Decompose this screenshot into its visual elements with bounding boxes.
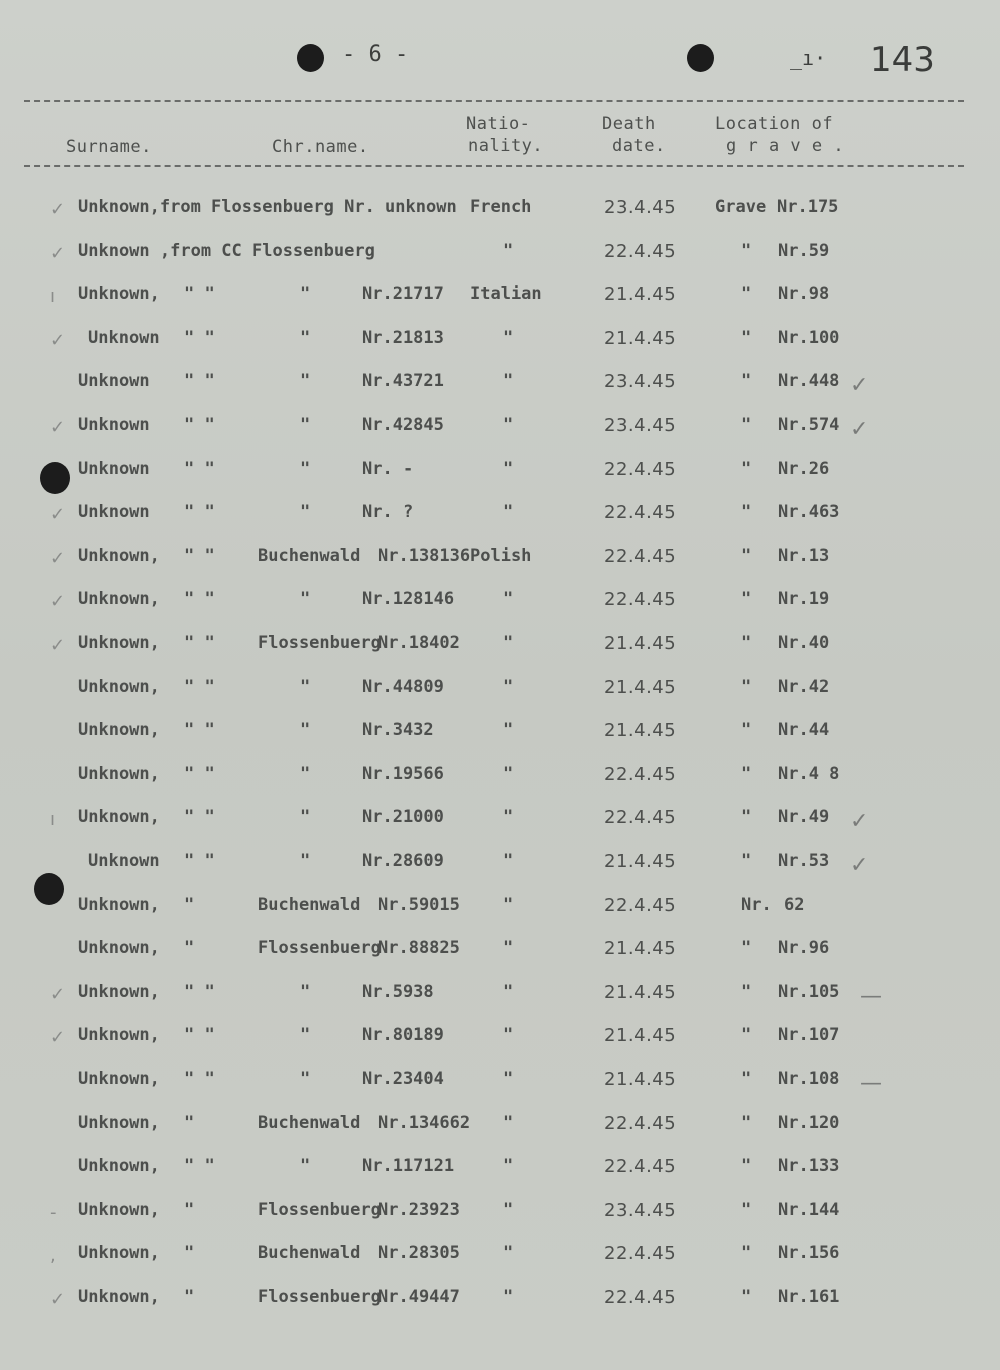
prisoner-number-cell: Nr. ? [362,502,414,523]
punch-hole-top-left [297,44,324,72]
grave-ditto-cell: " [741,938,752,959]
grave-number-cell: Nr.144 [778,1199,840,1220]
nationality-cell: " [503,763,514,784]
surname-cell: Unknown [88,327,160,348]
prisoner-number-cell: Nr.138136 [378,545,471,566]
margin-check-mark: ✓ [50,242,66,264]
death-date-cell: 21.4.45 [604,633,677,654]
nationality-cell: " [503,1025,514,1046]
surname-cell: Unknown [78,458,150,479]
table-row [0,938,1000,968]
chr-name-cell: " [184,1112,195,1133]
nationality-cell: " [503,458,514,479]
prisoner-number-cell: Nr.42845 [362,415,444,435]
margin-check-mark: ✓ [50,417,66,438]
camp-cell: Buchenwald [258,1112,361,1133]
table-row [0,546,1000,576]
camp-cell: " [300,1069,311,1089]
camp-cell: " [300,851,311,871]
surname-cell: Unknown, [78,589,160,610]
column-header-surname: Surname. [66,137,152,157]
nationality-cell: " [503,589,514,610]
chr-name-cell: " [184,938,195,959]
grave-ditto-cell: " [741,981,752,1002]
margin-check-mark: ı [50,286,56,308]
camp-cell: Buchenwald [258,894,361,915]
grave-ditto-cell: " [741,1112,752,1133]
nationality-cell: " [503,371,514,392]
grave-ditto-cell: " [741,240,752,261]
surname-cell: Unknown [78,502,150,523]
surname-cell: Unknown,from Flossenbuerg Nr. unknown [78,197,457,217]
death-date-cell: 21.4.45 [604,676,677,698]
table-row [0,982,1000,1012]
grave-ditto-cell: " [741,589,752,610]
surname-cell: Unknown, [78,1287,160,1307]
prisoner-number-cell: Nr.21813 [362,327,444,348]
surname-cell: Unknown, [78,676,160,697]
chr-name-cell: " " [184,1156,215,1177]
check-mark: ✓ [850,853,869,878]
grave-number-cell: Nr.105 [778,981,840,1002]
prisoner-number-cell: Nr.43721 [362,371,444,392]
grave-ditto-cell: " [741,545,752,566]
nationality-cell: French [470,197,532,217]
camp-cell: Flossenbuerg [258,1199,381,1220]
chr-name-cell: " " [184,807,215,828]
prisoner-number-cell: Nr.49447 [378,1287,460,1307]
check-mark: — [860,1071,882,1096]
table-row [0,328,1000,358]
grave-number-cell: Nr.133 [778,1156,840,1177]
camp-cell: " [300,763,311,784]
grave-number-cell: Nr.98 [778,284,830,305]
grave-number-cell: Nr.175 [777,197,839,217]
table-row [0,371,1000,401]
prisoner-number-cell: Nr.18402 [378,633,460,653]
grave-ditto-cell: " [741,327,752,348]
grave-number-cell: 62 [784,894,805,915]
chr-name-cell: " " [184,851,215,871]
grave-ditto-cell: " [741,633,752,653]
grave-number-cell: Nr.26 [778,458,830,479]
camp-cell: " [300,371,311,392]
table-row [0,1156,1000,1186]
table-row [0,197,1000,227]
grave-number-cell: Nr.49 [778,807,830,828]
death-date-cell: 21.4.45 [604,284,677,306]
column-header-death-line1: Death [602,114,656,134]
chr-name-cell: " " [184,502,215,523]
check-mark: ✓ [850,809,869,835]
death-date-cell: 21.4.45 [604,938,677,960]
table-row [0,502,1000,532]
prisoner-number-cell: Nr.44809 [362,676,444,697]
nationality-cell: " [503,415,514,435]
prisoner-number-cell: Nr.134662 [378,1112,471,1133]
grave-ditto-cell: " [741,1069,752,1089]
nationality-cell: " [503,1069,514,1089]
table-row [0,720,1000,750]
surname-cell: Unknown, [78,1199,160,1220]
nationality-cell: " [503,807,514,828]
table-row [0,851,1000,881]
nationality-cell: " [503,327,514,348]
death-date-cell: 21.4.45 [604,720,677,742]
death-date-cell: 22.4.45 [604,807,677,829]
chr-name-cell: " [184,1199,195,1220]
surname-cell: Unknown, [78,807,160,828]
prisoner-number-cell: Nr. - [362,458,414,479]
grave-number-cell: Nr.4 8 [778,763,840,784]
death-date-cell: 21.4.45 [604,327,677,349]
table-row [0,1200,1000,1230]
surname-cell: Unknown, [78,1025,160,1046]
death-date-cell: 22.4.45 [604,545,677,567]
table-row [0,241,1000,271]
surname-cell: Unknown, [78,1112,160,1133]
death-date-cell: 22.4.45 [604,589,677,611]
death-date-cell: 22.4.45 [604,1112,677,1134]
nationality-cell: Polish [470,545,532,566]
camp-cell: " [300,981,311,1002]
chr-name-cell: " " [184,1025,215,1046]
chr-name-cell: " " [184,1069,215,1089]
chr-name-cell: " [184,894,195,915]
table-row [0,415,1000,445]
prisoner-number-cell: Nr.80189 [362,1025,444,1046]
table-row [0,677,1000,707]
nationality-cell: " [503,1112,514,1133]
chr-name-cell: " " [184,981,215,1002]
camp-cell: " [300,415,311,435]
death-date-cell: 23.4.45 [604,1199,677,1221]
table-row [0,1113,1000,1143]
page-number: 143 [870,40,935,80]
nationality-cell: " [503,851,514,871]
margin-check-mark: ✓ [50,983,66,1005]
column-header-death-line2: date. [612,136,666,156]
table-row [0,895,1000,925]
margin-check-mark: ✓ [50,547,66,569]
table-row [0,1287,1000,1317]
chr-name-cell: " [184,1287,195,1307]
chr-name-cell: " " [184,371,215,392]
prisoner-number-cell: Nr.5938 [362,981,434,1002]
margin-check-mark: ✓ [50,591,66,613]
grave-ditto-cell: " [741,1243,752,1264]
grave-number-cell: Nr.107 [778,1025,840,1046]
prisoner-number-cell: Nr.28305 [378,1243,460,1264]
chr-name-cell: " " [184,633,215,653]
margin-check-mark: , [50,1245,56,1267]
death-date-cell: 22.4.45 [604,1156,677,1178]
chr-name-cell: " " [184,763,215,784]
chr-name-cell: " [184,1243,195,1264]
prisoner-number-cell: Nr.19566 [362,763,444,784]
grave-ditto-cell: " [741,676,752,697]
nationality-cell: " [503,981,514,1002]
nationality-cell: " [503,720,514,741]
surname-cell: Unknown, [78,284,160,305]
margin-check-mark: ✓ [50,1289,66,1310]
grave-number-cell: Nr.59 [778,240,830,261]
margin-check-mark: ✓ [50,1027,66,1049]
grave-ditto-cell: " [741,415,752,435]
camp-cell: " [300,1025,311,1046]
camp-cell: " [300,502,311,523]
chr-name-cell: " " [184,415,215,435]
death-date-cell: 22.4.45 [604,240,677,262]
surname-cell: Unknown, [78,938,160,959]
chr-name-cell: " " [184,284,215,305]
column-header-nationality-line1: Natio- [466,114,531,134]
table-row [0,459,1000,489]
chr-name-cell: " " [184,327,215,348]
surname-cell: Unknown, [78,763,160,784]
column-header-nationality-line2: nality. [468,136,544,156]
grave-prefix-cell: Grave [715,197,767,217]
camp-cell: " [300,807,311,828]
nationality-cell: Italian [470,284,542,305]
surname-cell: Unknown, [78,1243,160,1264]
prisoner-number-cell: Nr.21717 [362,284,444,305]
margin-check-mark: ✓ [50,199,66,220]
grave-ditto-cell: " [741,1025,752,1046]
check-mark: — [860,983,882,1009]
check-mark: ✓ [850,417,869,442]
prisoner-number-cell: Nr.23923 [378,1199,460,1220]
surname-cell: Unknown, [78,894,160,915]
surname-cell: Unknown, [78,1069,160,1089]
camp-cell: " [300,1156,311,1177]
chr-name-cell: " " [184,676,215,697]
margin-check-mark: ı [50,809,56,831]
nationality-cell: " [503,240,514,261]
death-date-cell: 22.4.45 [604,894,677,916]
table-row [0,807,1000,837]
surname-cell: Unknown, [78,1156,160,1177]
death-date-cell: 23.4.45 [604,197,677,218]
grave-number-cell: Nr.53 [778,851,830,871]
death-date-cell: 22.4.45 [604,458,677,480]
grave-ditto-cell: " [741,851,752,871]
table-row [0,284,1000,314]
death-date-cell: 23.4.45 [604,415,677,436]
camp-cell: " [300,327,311,348]
death-date-cell: 23.4.45 [604,371,677,393]
death-date-cell: 21.4.45 [604,981,677,1003]
surname-cell: Unknown [78,415,150,435]
margin-check-mark: ✓ [50,504,66,526]
grave-number-cell: Nr.42 [778,676,830,697]
surname-cell: Unknown [78,371,150,392]
table-row [0,633,1000,663]
surname-cell: Unknown, [78,633,160,653]
camp-cell: " [300,284,311,305]
grave-prefix-cell: Nr. [741,894,772,915]
nationality-cell: " [503,676,514,697]
grave-number-cell: Nr.19 [778,589,830,610]
camp-cell: Buchenwald [258,1243,361,1264]
grave-number-cell: Nr.448 [778,371,840,392]
table-row [0,1025,1000,1055]
surname-cell: Unknown, [78,981,160,1002]
grave-ditto-cell: " [741,458,752,479]
nationality-cell: " [503,502,514,523]
camp-cell: Flossenbuerg [258,938,381,959]
grave-number-cell: Nr.161 [778,1287,840,1307]
grave-number-cell: Nr.156 [778,1243,840,1264]
prisoner-number-cell: Nr.21000 [362,807,444,828]
margin-check-mark: ✓ [50,329,66,351]
punch-hole-top-right [687,44,714,72]
prisoner-number-cell: Nr.128146 [362,589,455,610]
death-date-cell: 21.4.45 [604,1069,677,1090]
nationality-cell: " [503,1199,514,1220]
header-rule-bottom [24,165,964,167]
prisoner-number-cell: Nr.28609 [362,851,444,871]
margin-check-mark: ✓ [50,635,66,656]
death-date-cell: 21.4.45 [604,1025,677,1047]
death-date-cell: 22.4.45 [604,502,677,524]
grave-number-cell: Nr.96 [778,938,830,959]
surname-cell: Unknown [88,851,160,871]
chr-name-cell: " " [184,545,215,566]
nationality-cell: " [503,1287,514,1307]
grave-ditto-cell: " [741,807,752,828]
grave-ditto-cell: " [741,502,752,523]
camp-cell: Flossenbuerg [258,633,381,653]
nationality-cell: " [503,894,514,915]
table-row [0,1243,1000,1273]
death-date-cell: 22.4.45 [604,1243,677,1265]
prisoner-number-cell: Nr.117121 [362,1156,455,1177]
camp-cell: " [300,720,311,741]
surname-cell: Unknown, [78,720,160,741]
page-marker: - 6 - [342,42,409,67]
chr-name-cell: " " [184,458,215,479]
prisoner-number-cell: Nr.88825 [378,938,460,959]
grave-number-cell: Nr.100 [778,327,840,348]
table-row [0,1069,1000,1099]
prisoner-number-cell: Nr.59015 [378,894,460,915]
nationality-cell: " [503,633,514,653]
margin-check-mark: - [50,1201,57,1223]
grave-number-cell: Nr.463 [778,502,840,523]
table-row [0,764,1000,794]
nationality-cell: " [503,1156,514,1177]
nationality-cell: " [503,938,514,959]
death-date-cell: 22.4.45 [604,763,677,785]
grave-ditto-cell: " [741,1156,752,1177]
camp-cell: " [300,458,311,479]
column-header-chr-name: Chr.name. [272,137,369,157]
prisoner-number-cell: Nr.23404 [362,1069,444,1089]
grave-number-cell: Nr.13 [778,545,830,566]
chr-name-cell: " " [184,589,215,610]
grave-ditto-cell: " [741,763,752,784]
camp-cell: Flossenbuerg [258,1287,381,1307]
grave-number-cell: Nr.574 [778,415,840,435]
reference-mark: _ı· [790,46,827,70]
grave-ditto-cell: " [741,371,752,392]
header-rule-top [24,100,964,102]
grave-number-cell: Nr.120 [778,1112,840,1133]
surname-cell: Unknown, [78,545,160,566]
column-header-location-line2: g r a v e . [726,136,845,156]
prisoner-number-cell: Nr.3432 [362,720,434,741]
death-date-cell: 21.4.45 [604,851,677,872]
grave-number-cell: Nr.40 [778,633,830,653]
nationality-cell: " [503,1243,514,1264]
grave-ditto-cell: " [741,1199,752,1220]
grave-ditto-cell: " [741,1287,752,1307]
camp-cell: " [300,589,311,610]
table-row [0,589,1000,619]
chr-name-cell: " " [184,720,215,741]
camp-cell: " [300,676,311,697]
grave-ditto-cell: " [741,284,752,305]
grave-number-cell: Nr.44 [778,720,830,741]
check-mark: ✓ [850,373,869,399]
death-date-cell: 22.4.45 [604,1287,677,1308]
grave-number-cell: Nr.108 [778,1069,840,1089]
grave-ditto-cell: " [741,720,752,741]
camp-cell: Buchenwald [258,545,361,566]
surname-cell: Unknown ,from CC Flossenbuerg [78,240,375,261]
column-header-location-line1: Location of [715,114,834,134]
